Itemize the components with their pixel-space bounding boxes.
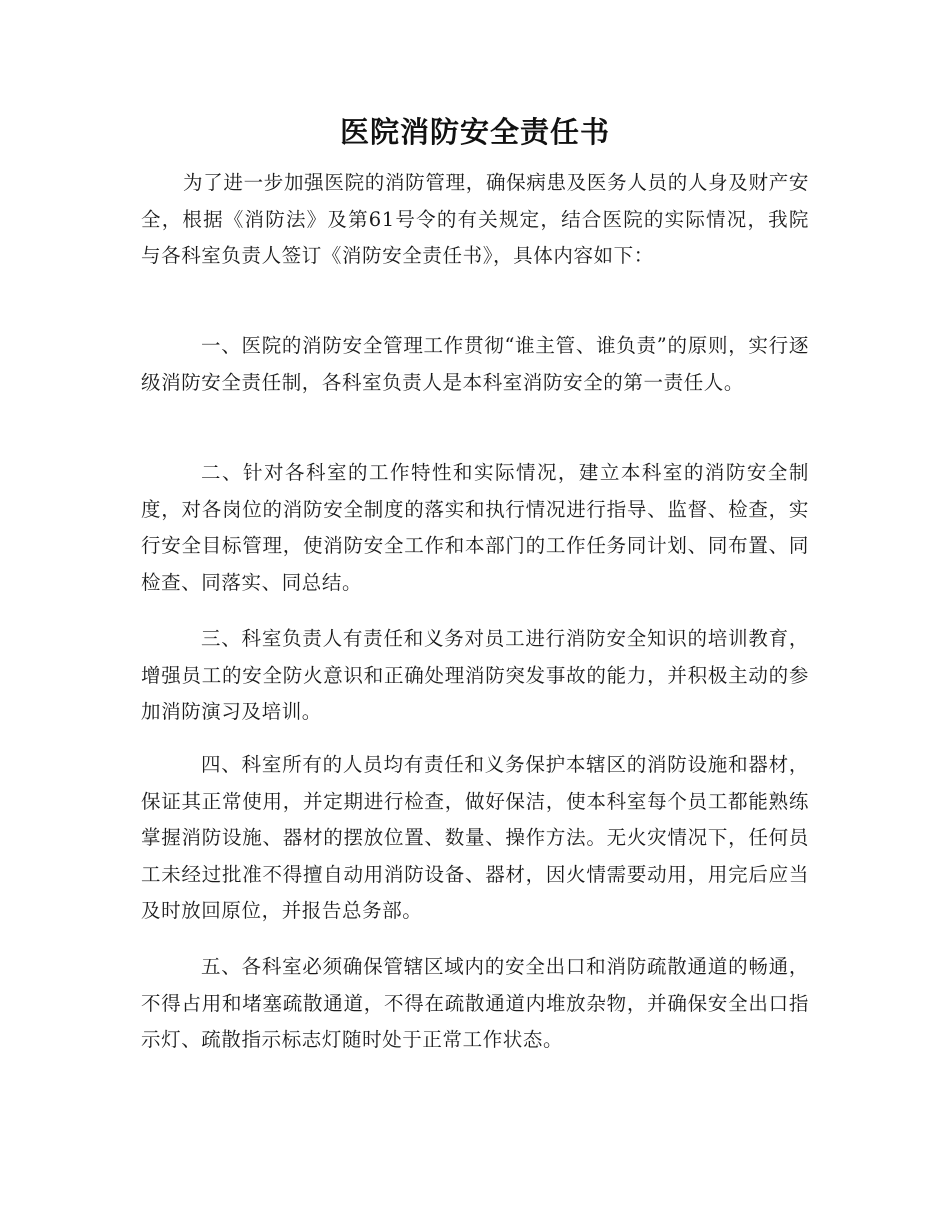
clause-4-paragraph: 四、科室所有的人员均有责任和义务保护本辖区的消防设施和器材，保证其正常使用，并定期进行检查，做好保洁，使本科室每个员工都能熟练掌握消防设施、器材的摆放位置、数量、操作方法。无火灾情况下，任何员工未经过批准不得擅自动用消防设备、器材，因火情需要动用，用完后应当及时放回原位，并报告总务部。	[141, 753, 809, 922]
clause-5-paragraph: 五、各科室必须确保管辖区域内的安全出口和消防疏散通道的畅通，不得占用和堵塞疏散通道，不得在疏散通道内堆放杂物，并确保安全出口指示灯、疏散指示标志灯随时处于正常工作状态。	[141, 955, 809, 1051]
intro-paragraph: 为了进一步加强医院的消防管理，确保病患及医务人员的人身及财产安全，根据《消防法》及第61号令的有关规定，结合医院的实际情况，我院与各科室负责人签订《消防安全责任书》，具体内容如下：	[141, 171, 809, 267]
clause-1-paragraph: 一、医院的消防安全管理工作贯彻“谁主管、谁负责”的原则，实行逐级消防安全责任制，各科室负责人是本科室消防安全的第一责任人。	[141, 334, 809, 394]
clause-2-paragraph: 二、针对各科室的工作特性和实际情况，建立本科室的消防安全制度，对各岗位的消防安全制度的落实和执行情况进行指导、监督、检查，实行安全目标管理，使消防安全工作和本部门的工作任务同计划、同布置、同检查、同落实、同总结。	[141, 461, 809, 594]
document-title: 医院消防安全责任书	[339, 115, 610, 149]
clause-3-paragraph: 三、科室负责人有责任和义务对员工进行消防安全知识的培训教育，增强员工的安全防火意识和正确处理消防突发事故的能力，并积极主动的参加消防演习及培训。	[141, 627, 809, 723]
